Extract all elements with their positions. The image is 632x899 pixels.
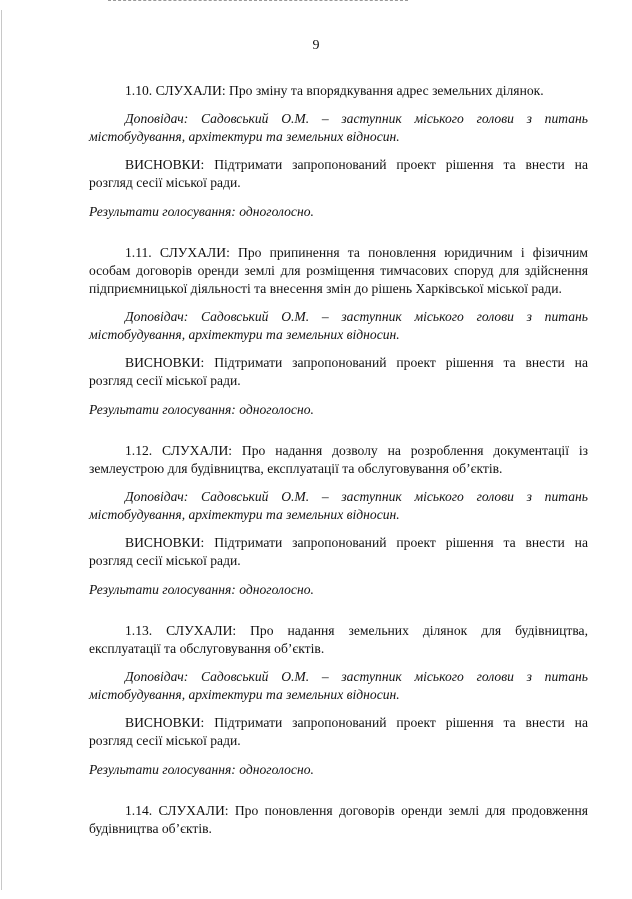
item-reporter: Доповідач: Садовський О.М. – заступник міського голови з питань містобудування, архітектури та земельних відносин. [89,309,588,342]
item-vote: Результати голосування: одноголосно. [89,762,314,777]
item-conclusions: ВИСНОВКИ: Підтримати запропонований проект рішення та внести на розгляд сесії міської ради. [89,715,588,748]
item-conclusions: ВИСНОВКИ: Підтримати запропонований проект рішення та внести на розгляд сесії міської ради. [89,355,588,388]
item-heard: 1.12. СЛУХАЛИ: Про надання дозволу на розроблення документації із землеустрою для будівництва, експлуатації та обслуговування об’єктів. [89,443,588,476]
item-conclusions: ВИСНОВКИ: Підтримати запропонований проект рішення та внести на розгляд сесії міської ради. [89,157,588,190]
scan-edge-top [108,0,408,1]
item-reporter: Доповідач: Садовський О.М. – заступник міського голови з питань містобудування, архітектури та земельних відносин. [89,489,588,522]
item-reporter: Доповідач: Садовський О.М. – заступник міського голови з питань містобудування, архітектури та земельних відносин. [89,111,588,144]
document-body [89,82,588,838]
item-heard: 1.13. СЛУХАЛИ: Про надання земельних ділянок для будівництва, експлуатації та обслуговування об’єктів. [89,623,588,656]
item-conclusions: ВИСНОВКИ: Підтримати запропонований проект рішення та внести на розгляд сесії міської ради. [89,535,588,568]
item-vote: Результати голосування: одноголосно. [89,204,314,219]
scan-edge-left [1,10,2,890]
item-vote: Результати голосування: одноголосно. [89,402,314,417]
item-heard: 1.10. СЛУХАЛИ: Про зміну та впорядкування адрес земельних ділянок. [125,83,544,98]
page-number: 9 [312,38,320,53]
item-heard: 1.14. СЛУХАЛИ: Про поновлення договорів оренди землі для продовження будівництва об’єктів. [89,803,588,836]
item-heard: 1.11. СЛУХАЛИ: Про припинення та поновлення юридичним і фізичним особам договорів оренди землі для розміщення тимчасових споруд для здійснення підприємницької діяльності та внесення змін до рішень Харківської міської ради. [89,245,588,296]
item-vote: Результати голосування: одноголосно. [89,582,314,597]
item-reporter: Доповідач: Садовський О.М. – заступник міського голови з питань містобудування, архітектури та земельних відносин. [89,669,588,702]
